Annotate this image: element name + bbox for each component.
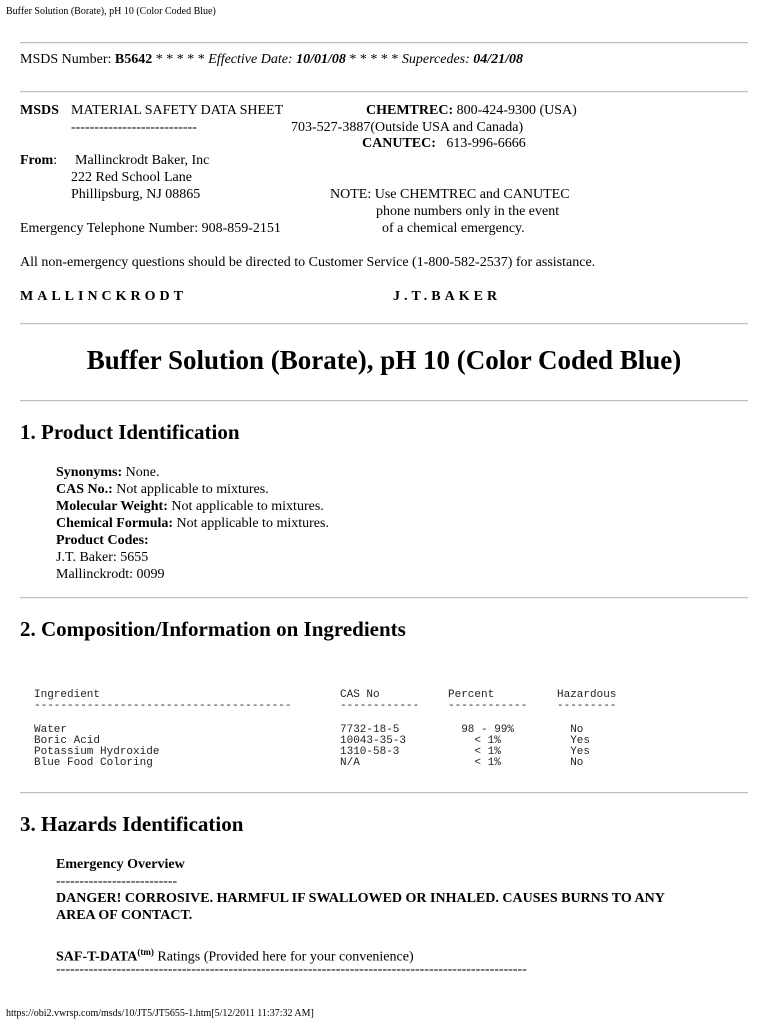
effective-date-label: Effective Date: — [208, 52, 293, 67]
molecular-weight-label: Molecular Weight: — [56, 499, 168, 514]
canutec-line — [362, 135, 526, 152]
table-cell-ingredient: Potassium Hydroxide — [34, 746, 160, 758]
table-cell-percent: 98 - 99% — [448, 724, 515, 736]
print-header-title: Buffer Solution (Borate), pH 10 (Color Coded Blue) — [6, 6, 216, 17]
saf-t-data-text: Ratings (Provided here for your convenience) — [153, 949, 414, 965]
column-dashes: ------------ — [448, 700, 528, 712]
canutec-phone: 613-996-6666 — [446, 136, 526, 151]
supersedes-date: 04/21/08 — [473, 52, 524, 67]
column-header-hazardous: Hazardous — [557, 689, 617, 701]
chemical-formula-label: Chemical Formula: — [56, 516, 174, 531]
synonyms-value: None. — [122, 465, 160, 480]
divider — [20, 91, 748, 93]
divider — [20, 323, 748, 325]
msds-label: MSDS — [20, 103, 59, 118]
from-label — [20, 152, 57, 169]
table-cell-hazardous: Yes — [557, 735, 591, 747]
table-cell-cas: 10043-35-3 — [340, 735, 407, 747]
cas-value: Not applicable to mixtures. — [112, 482, 269, 497]
msds-number-label: MSDS Number: — [20, 52, 112, 67]
cas-label: CAS No.: — [56, 482, 113, 497]
table-cell-cas: N/A — [340, 757, 360, 769]
from-label-text: From — [20, 153, 54, 168]
effective-date: 10/01/08 — [296, 52, 346, 67]
table-cell-hazardous: No — [557, 757, 584, 769]
column-header-percent: Percent — [448, 689, 495, 701]
synonyms-label: Synonyms: — [56, 465, 123, 480]
divider — [20, 597, 748, 599]
product-code-jtbaker: J.T. Baker: 5655 — [56, 550, 149, 565]
chemtrec-phone-intl: 703-527-3887(Outside USA and Canada) — [291, 120, 524, 135]
msds-number-line — [20, 51, 523, 68]
canutec-label: CANUTEC: — [362, 136, 436, 151]
table-cell-ingredient: Water — [34, 724, 68, 736]
note-line-2: phone numbers only in the event — [376, 204, 560, 219]
table-cell-ingredient: Blue Food Coloring — [34, 757, 153, 769]
divider — [20, 400, 748, 402]
column-dashes: --------------------------------------- — [34, 700, 292, 712]
divider — [20, 42, 748, 44]
chemtrec-line — [366, 102, 577, 119]
company-name: Mallinckrodt Baker, Inc — [75, 153, 210, 168]
table-cell-percent: < 1% — [448, 757, 501, 769]
table-cell-percent: < 1% — [448, 735, 501, 747]
chemtrec-phone: 800-424-9300 (USA) — [456, 103, 577, 118]
section-2-heading: 2. Composition/Information on Ingredients — [20, 617, 406, 641]
note-line-1: NOTE: Use CHEMTREC and CANUTEC — [330, 187, 570, 202]
emergency-overview-underline: -------------------------- — [56, 874, 178, 889]
chemical-formula-value: Not applicable to mixtures. — [173, 516, 329, 531]
product-codes-label: Product Codes: — [56, 533, 149, 548]
chemical-formula-line — [56, 515, 329, 532]
customer-service-note: All non-emergency questions should be directed to Customer Service (1-800-582-2537) for assistance. — [20, 255, 596, 270]
danger-statement-line-1: DANGER! CORROSIVE. HARMFUL IF SWALLOWED OR INHALED. CAUSES BURNS TO ANY — [56, 891, 665, 906]
saf-t-data-underline: ----------------------------------------------------------------------------------------------------- — [56, 962, 527, 977]
product-title: Buffer Solution (Borate), pH 10 (Color Coded Blue) — [86, 345, 682, 375]
saf-t-data-label: SAF-T-DATA — [56, 949, 138, 965]
separator: * * * * * — [345, 52, 402, 67]
msds-number: B5642 — [114, 52, 153, 67]
emergency-phone: Emergency Telephone Number: 908-859-2151 — [20, 221, 281, 236]
table-cell-cas: 1310-58-3 — [340, 746, 400, 758]
column-header-cas: CAS No — [340, 689, 380, 701]
brand-jt-baker: J.T.BAKER — [393, 289, 502, 304]
cas-line — [56, 481, 269, 498]
column-dashes: --------- — [557, 700, 617, 712]
section-3-heading: 3. Hazards Identification — [20, 812, 244, 836]
product-code-mallinckrodt: Mallinckrodt: 0099 — [56, 567, 165, 582]
note-line-3: of a chemical emergency. — [382, 221, 525, 236]
column-header-ingredient: Ingredient — [34, 689, 101, 701]
column-dashes: ------------ — [340, 700, 420, 712]
sheet-title-underline: --------------------------- — [71, 120, 197, 135]
address-line-1: 222 Red School Lane — [71, 170, 192, 185]
emergency-overview-label: Emergency Overview — [56, 857, 185, 872]
table-cell-percent: < 1% — [448, 746, 501, 758]
address-line-2: Phillipsburg, NJ 08865 — [71, 187, 201, 202]
chemtrec-label: CHEMTREC: — [366, 103, 454, 118]
section-1-heading: 1. Product Identification — [20, 420, 240, 444]
synonyms-line — [56, 464, 159, 481]
danger-statement-line-2: AREA OF CONTACT. — [56, 908, 193, 923]
divider — [20, 792, 748, 794]
molecular-weight-value: Not applicable to mixtures. — [167, 499, 324, 514]
table-cell-hazardous: No — [557, 724, 584, 736]
molecular-weight-line — [56, 498, 324, 515]
print-footer-url: https://obi2.vwrsp.com/msds/10/JT5/JT5655-1.htm[5/12/2011 11:37:32 AM] — [6, 1008, 314, 1019]
brand-mallinckrodt: MALLINCKRODT — [20, 289, 188, 304]
table-cell-hazardous: Yes — [557, 746, 591, 758]
trademark-mark: (tm) — [137, 947, 154, 957]
table-cell-cas: 7732-18-5 — [340, 724, 400, 736]
sheet-title: MATERIAL SAFETY DATA SHEET — [71, 103, 284, 118]
supersedes-label: Supercedes: — [401, 52, 470, 67]
separator: * * * * * — [152, 52, 209, 67]
table-cell-ingredient: Boric Acid — [34, 735, 101, 747]
from-colon: : — [53, 153, 58, 168]
